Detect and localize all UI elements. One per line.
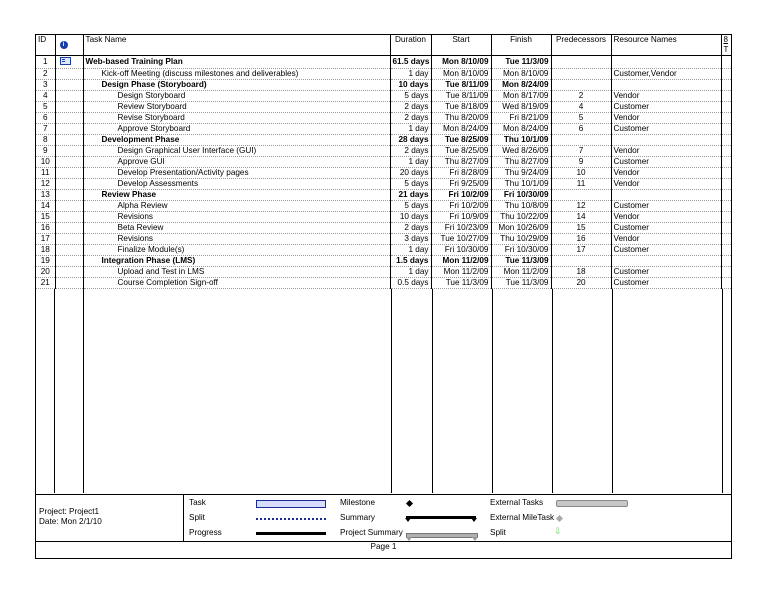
row-id[interactable]: 1 — [36, 56, 55, 69]
table-row[interactable] — [36, 168, 731, 179]
row-id[interactable]: 4 — [36, 91, 55, 102]
table-row[interactable] — [36, 102, 731, 113]
row-resource-names[interactable]: Vendor — [611, 113, 721, 124]
row-duration[interactable]: 5 days — [390, 201, 431, 212]
row-duration[interactable]: 1 day — [390, 69, 431, 80]
row-start[interactable]: Mon 8/10/09 — [431, 56, 491, 69]
row-resource-names[interactable]: Customer — [611, 102, 721, 113]
row-start[interactable]: Fri 9/25/09 — [431, 179, 491, 190]
row-id[interactable]: 16 — [36, 223, 55, 234]
row-finish[interactable]: Thu 10/22/09 — [491, 212, 551, 223]
project-info — [39, 507, 102, 527]
row-id[interactable]: 6 — [36, 113, 55, 124]
row-finish[interactable]: Mon 10/26/09 — [491, 223, 551, 234]
legend-progress-label: Progress — [189, 528, 222, 537]
row-finish[interactable]: Thu 10/29/09 — [491, 234, 551, 245]
row-finish[interactable]: Thu 10/1/09 — [491, 135, 551, 146]
row-resource-names[interactable]: Vendor — [611, 212, 721, 223]
row-duration[interactable]: 1 day — [390, 124, 431, 135]
row-task-name[interactable]: Beta Review — [83, 223, 390, 234]
row-task-name[interactable]: Integration Phase (LMS) — [83, 256, 390, 267]
row-gantt-cell[interactable] — [721, 91, 731, 102]
table-row[interactable] — [36, 179, 731, 190]
row-finish[interactable]: Thu 10/8/09 — [491, 201, 551, 212]
row-gantt-cell[interactable] — [721, 157, 731, 168]
row-task-name[interactable]: Design Storyboard — [83, 91, 390, 102]
table-row[interactable] — [36, 223, 731, 234]
table-row[interactable] — [36, 212, 731, 223]
row-task-name[interactable]: Revise Storyboard — [83, 113, 390, 124]
header-gantt-timescale — [721, 35, 731, 56]
row-start[interactable]: Fri 10/9/09 — [431, 212, 491, 223]
table-row[interactable] — [36, 146, 731, 157]
row-resource-names[interactable]: Customer — [611, 201, 721, 212]
row-start[interactable]: Fri 8/28/09 — [431, 168, 491, 179]
legend-split-label: Split — [189, 513, 205, 522]
row-indicators[interactable] — [55, 56, 83, 69]
row-duration[interactable]: 2 days — [390, 146, 431, 157]
row-indicators[interactable] — [55, 179, 83, 190]
row-id[interactable]: 11 — [36, 168, 55, 179]
row-finish[interactable]: Mon 8/24/09 — [491, 124, 551, 135]
row-start[interactable]: Tue 8/11/09 — [431, 80, 491, 91]
row-indicators[interactable] — [55, 146, 83, 157]
row-finish[interactable]: Tue 11/3/09 — [491, 278, 551, 289]
row-resource-names[interactable]: Vendor — [611, 168, 721, 179]
row-predecessors[interactable] — [551, 56, 611, 69]
row-start[interactable]: Tue 11/3/09 — [431, 278, 491, 289]
row-gantt-cell[interactable] — [721, 223, 731, 234]
legend-external-milestone-label: External MileTask — [490, 513, 555, 522]
table-header-row — [36, 35, 731, 56]
row-gantt-cell[interactable] — [721, 256, 731, 267]
row-finish[interactable]: Thu 8/27/09 — [491, 157, 551, 168]
row-duration[interactable]: 21 days — [390, 190, 431, 201]
row-task-name[interactable]: Approve Storyboard — [83, 124, 390, 135]
row-resource-names[interactable]: Customer — [611, 223, 721, 234]
row-task-name[interactable]: Review Storyboard — [83, 102, 390, 113]
table-row[interactable] — [36, 234, 731, 245]
timescale-bottom: T — [723, 45, 729, 54]
row-duration[interactable]: 0.5 days — [390, 278, 431, 289]
row-task-name[interactable]: Web-based Training Plan — [83, 56, 390, 69]
row-indicators[interactable] — [55, 168, 83, 179]
row-start[interactable]: Fri 10/23/09 — [431, 223, 491, 234]
row-finish[interactable]: Mon 8/10/09 — [491, 69, 551, 80]
row-resource-names[interactable]: Customer — [611, 278, 721, 289]
row-start[interactable]: Mon 11/2/09 — [431, 267, 491, 278]
row-predecessors[interactable]: 5 — [551, 113, 611, 124]
empty-table-area — [36, 289, 731, 493]
row-predecessors[interactable]: 17 — [551, 245, 611, 256]
legend-external-tasks-swatch — [556, 500, 628, 507]
row-duration[interactable]: 1 day — [390, 157, 431, 168]
row-predecessors[interactable]: 11 — [551, 179, 611, 190]
row-task-name[interactable]: Finalize Module(s) — [83, 245, 390, 256]
row-start[interactable]: Tue 8/25/09 — [431, 146, 491, 157]
table-row[interactable] — [36, 201, 731, 212]
row-gantt-cell[interactable] — [721, 124, 731, 135]
row-predecessors[interactable]: 10 — [551, 168, 611, 179]
row-predecessors[interactable]: 15 — [551, 223, 611, 234]
row-resource-names[interactable]: Customer — [611, 267, 721, 278]
project-name: Project: Project1 — [39, 507, 100, 516]
table-row[interactable] — [36, 190, 731, 201]
row-predecessors[interactable]: 12 — [551, 201, 611, 212]
row-indicators[interactable] — [55, 124, 83, 135]
row-task-name[interactable]: Design Graphical User Interface (GUI) — [83, 146, 390, 157]
row-id[interactable]: 9 — [36, 146, 55, 157]
row-gantt-cell[interactable] — [721, 135, 731, 146]
table-row[interactable] — [36, 135, 731, 146]
row-id[interactable]: 20 — [36, 267, 55, 278]
row-resource-names[interactable]: Vendor — [611, 91, 721, 102]
header-resource-names[interactable]: Resource Names — [611, 35, 721, 56]
row-resource-names[interactable] — [611, 256, 721, 267]
row-gantt-cell[interactable] — [721, 267, 731, 278]
row-predecessors[interactable]: 9 — [551, 157, 611, 168]
row-duration[interactable]: 1 day — [390, 245, 431, 256]
row-indicators[interactable] — [55, 135, 83, 146]
row-gantt-cell[interactable] — [721, 102, 731, 113]
row-resource-names[interactable]: Customer — [611, 245, 721, 256]
row-task-name[interactable]: Revisions — [83, 212, 390, 223]
row-id[interactable]: 17 — [36, 234, 55, 245]
row-task-name[interactable]: Alpha Review — [83, 201, 390, 212]
table-row[interactable] — [36, 245, 731, 256]
row-finish[interactable]: Mon 11/2/09 — [491, 267, 551, 278]
row-task-name[interactable]: Design Phase (Storyboard) — [83, 80, 390, 91]
legend-task-label: Task — [189, 498, 206, 507]
row-task-name[interactable]: Course Completion Sign-off — [83, 278, 390, 289]
row-start[interactable]: Fri 10/2/09 — [431, 201, 491, 212]
legend-milestone-icon — [406, 500, 413, 507]
table-row[interactable] — [36, 256, 731, 267]
table-row[interactable] — [36, 124, 731, 135]
row-id[interactable]: 5 — [36, 102, 55, 113]
header-id[interactable]: ID — [36, 35, 55, 56]
row-duration[interactable]: 5 days — [390, 179, 431, 190]
row-gantt-cell[interactable] — [721, 69, 731, 80]
row-finish[interactable]: Tue 11/3/09 — [491, 256, 551, 267]
row-id[interactable]: 19 — [36, 256, 55, 267]
row-id[interactable]: 21 — [36, 278, 55, 289]
row-duration[interactable]: 28 days — [390, 135, 431, 146]
row-task-name[interactable]: Revisions — [83, 234, 390, 245]
legend — [36, 494, 731, 542]
row-finish[interactable]: Mon 8/17/09 — [491, 91, 551, 102]
row-duration[interactable]: 5 days — [390, 91, 431, 102]
row-gantt-cell[interactable] — [721, 212, 731, 223]
row-predecessors[interactable]: 4 — [551, 102, 611, 113]
row-id[interactable]: 15 — [36, 212, 55, 223]
row-start[interactable]: Tue 8/25/09 — [431, 135, 491, 146]
row-duration[interactable]: 20 days — [390, 168, 431, 179]
row-duration[interactable]: 2 days — [390, 223, 431, 234]
row-id[interactable]: 10 — [36, 157, 55, 168]
legend-task-swatch — [256, 500, 326, 508]
header-finish[interactable]: Finish — [491, 35, 551, 56]
row-gantt-cell[interactable] — [721, 245, 731, 256]
row-gantt-cell[interactable] — [721, 201, 731, 212]
row-duration[interactable]: 61.5 days — [390, 56, 431, 69]
row-start[interactable]: Tue 8/11/09 — [431, 91, 491, 102]
row-resource-names[interactable]: Vendor — [611, 234, 721, 245]
row-id[interactable]: 2 — [36, 69, 55, 80]
row-finish[interactable]: Fri 8/21/09 — [491, 113, 551, 124]
row-gantt-cell[interactable] — [721, 179, 731, 190]
row-gantt-cell[interactable] — [721, 278, 731, 289]
row-indicators[interactable] — [55, 278, 83, 289]
legend-summary-label: Summary — [340, 513, 376, 522]
header-predecessors[interactable]: Predecessors — [551, 35, 611, 56]
row-indicators[interactable] — [55, 223, 83, 234]
row-indicators[interactable] — [55, 267, 83, 278]
header-start[interactable]: Start — [431, 35, 491, 56]
row-start[interactable]: Thu 8/20/09 — [431, 113, 491, 124]
header-indicators[interactable] — [55, 35, 83, 56]
row-start[interactable]: Thu 8/27/09 — [431, 157, 491, 168]
legend-project-summary-label: Project Summary — [340, 528, 403, 537]
gantt-print-page — [35, 34, 732, 559]
task-table — [36, 35, 732, 289]
row-task-name[interactable]: Development Phase — [83, 135, 390, 146]
row-gantt-cell[interactable] — [721, 168, 731, 179]
row-indicators[interactable] — [55, 234, 83, 245]
row-indicators[interactable] — [55, 190, 83, 201]
row-start[interactable]: Tue 8/18/09 — [431, 102, 491, 113]
row-start[interactable]: Mon 11/2/09 — [431, 256, 491, 267]
row-indicators[interactable] — [55, 245, 83, 256]
row-finish[interactable]: Fri 10/30/09 — [491, 245, 551, 256]
row-finish[interactable]: Thu 9/24/09 — [491, 168, 551, 179]
row-predecessors[interactable]: 18 — [551, 267, 611, 278]
row-gantt-cell[interactable] — [721, 146, 731, 157]
row-id[interactable]: 12 — [36, 179, 55, 190]
row-duration[interactable]: 10 days — [390, 212, 431, 223]
legend-progress-swatch — [256, 532, 326, 535]
legend-split-swatch — [256, 518, 326, 520]
row-finish[interactable]: Mon 8/24/09 — [491, 80, 551, 91]
legend-external-milestone-icon — [556, 515, 563, 522]
row-id[interactable]: 18 — [36, 245, 55, 256]
row-start[interactable]: Fri 10/2/09 — [431, 190, 491, 201]
row-task-name[interactable]: Develop Assessments — [83, 179, 390, 190]
table-row[interactable] — [36, 113, 731, 124]
row-finish[interactable]: Thu 10/1/09 — [491, 179, 551, 190]
legend-project-summary-swatch — [406, 533, 478, 538]
table-row[interactable] — [36, 267, 731, 278]
row-duration[interactable]: 1 day — [390, 267, 431, 278]
row-gantt-cell[interactable] — [721, 234, 731, 245]
row-start[interactable]: Mon 8/24/09 — [431, 124, 491, 135]
row-resource-names[interactable] — [611, 56, 721, 69]
row-id[interactable]: 7 — [36, 124, 55, 135]
row-finish[interactable]: Tue 11/3/09 — [491, 56, 551, 69]
legend-summary-swatch — [406, 516, 476, 519]
row-indicators[interactable] — [55, 157, 83, 168]
row-resource-names[interactable]: Customer,Vendor — [611, 69, 721, 80]
page-number: Page 1 — [370, 542, 397, 551]
row-task-name[interactable]: Kick-off Meeting (discuss milestones and deliverables) — [83, 69, 390, 80]
row-predecessors[interactable]: 6 — [551, 124, 611, 135]
row-task-name[interactable]: Upload and Test in LMS — [83, 267, 390, 278]
table-row[interactable] — [36, 91, 731, 102]
row-start[interactable]: Tue 10/27/09 — [431, 234, 491, 245]
row-gantt-cell[interactable] — [721, 113, 731, 124]
row-duration[interactable]: 2 days — [390, 102, 431, 113]
row-predecessors[interactable]: 16 — [551, 234, 611, 245]
row-indicators[interactable] — [55, 212, 83, 223]
row-predecessors[interactable] — [551, 190, 611, 201]
info-icon: i — [60, 41, 68, 49]
row-duration[interactable]: 10 days — [390, 80, 431, 91]
row-id[interactable]: 3 — [36, 80, 55, 91]
notes-icon[interactable] — [60, 57, 71, 65]
row-duration[interactable]: 1.5 days — [390, 256, 431, 267]
row-id[interactable]: 13 — [36, 190, 55, 201]
project-date: Date: Mon 2/1/10 — [39, 517, 102, 526]
row-indicators[interactable] — [55, 102, 83, 113]
row-resource-names[interactable] — [611, 190, 721, 201]
legend-external-tasks-label: External Tasks — [490, 498, 544, 507]
row-task-name[interactable]: Review Phase — [83, 190, 390, 201]
row-resource-names[interactable]: Customer — [611, 157, 721, 168]
row-start[interactable]: Mon 8/10/09 — [431, 69, 491, 80]
table-row[interactable] — [36, 69, 731, 80]
row-indicators[interactable] — [55, 256, 83, 267]
row-indicators[interactable] — [55, 113, 83, 124]
row-predecessors[interactable]: 14 — [551, 212, 611, 223]
row-predecessors[interactable]: 20 — [551, 278, 611, 289]
row-duration[interactable]: 2 days — [390, 113, 431, 124]
row-gantt-cell[interactable] — [721, 56, 731, 69]
row-gantt-cell[interactable] — [721, 80, 731, 91]
row-indicators[interactable] — [55, 80, 83, 91]
row-task-name[interactable]: Approve GUI — [83, 157, 390, 168]
table-row[interactable] — [36, 278, 731, 289]
row-predecessors[interactable] — [551, 135, 611, 146]
row-id[interactable]: 14 — [36, 201, 55, 212]
row-resource-names[interactable]: Vendor — [611, 179, 721, 190]
row-duration[interactable]: 3 days — [390, 234, 431, 245]
header-duration[interactable]: Duration — [390, 35, 431, 56]
timescale-top: 8 — [723, 35, 728, 44]
row-finish[interactable]: Wed 8/19/09 — [491, 102, 551, 113]
header-task-name[interactable]: Task Name — [83, 35, 390, 56]
row-predecessors[interactable] — [551, 69, 611, 80]
row-resource-names[interactable] — [611, 80, 721, 91]
legend-split-arrow-icon: ⇩ — [554, 526, 562, 536]
row-predecessors[interactable]: 7 — [551, 146, 611, 157]
row-predecessors[interactable]: 2 — [551, 91, 611, 102]
row-indicators[interactable] — [55, 201, 83, 212]
table-row[interactable] — [36, 56, 731, 69]
row-finish[interactable]: Wed 8/26/09 — [491, 146, 551, 157]
row-indicators[interactable] — [55, 91, 83, 102]
row-start[interactable]: Fri 10/30/09 — [431, 245, 491, 256]
table-row[interactable] — [36, 80, 731, 91]
row-id[interactable]: 8 — [36, 135, 55, 146]
row-finish[interactable]: Fri 10/30/09 — [491, 190, 551, 201]
legend-split2-label: Split — [490, 528, 506, 537]
row-resource-names[interactable]: Vendor — [611, 146, 721, 157]
row-resource-names[interactable]: Customer — [611, 124, 721, 135]
row-indicators[interactable] — [55, 69, 83, 80]
row-resource-names[interactable] — [611, 135, 721, 146]
row-predecessors[interactable] — [551, 256, 611, 267]
legend-milestone-label: Milestone — [340, 498, 376, 507]
row-gantt-cell[interactable] — [721, 190, 731, 201]
row-predecessors[interactable] — [551, 80, 611, 91]
row-task-name[interactable]: Develop Presentation/Activity pages — [83, 168, 390, 179]
table-row[interactable] — [36, 157, 731, 168]
